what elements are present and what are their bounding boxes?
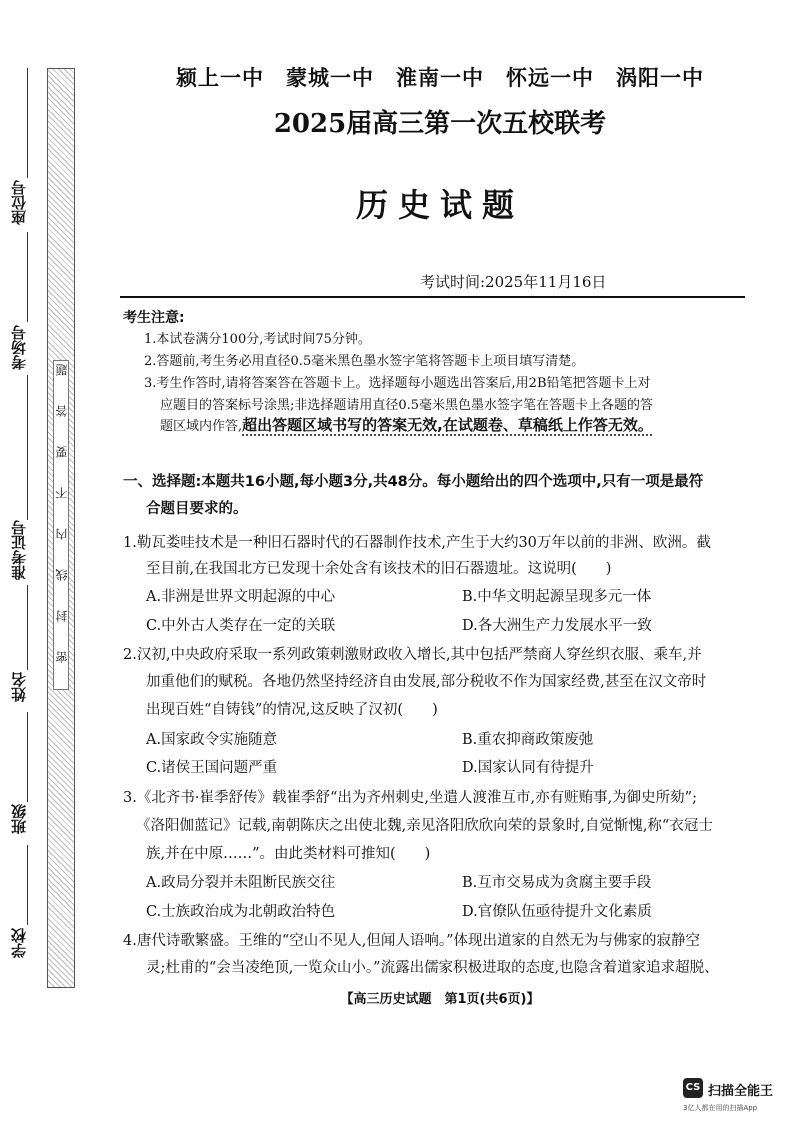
notice-item: 3.考生作答时,请将答案答在答题卡上。选择题每小题选出答案后,用2B铅笔把答题卡上对 (144, 376, 651, 391)
option-b: B.互市交易成为贪腐主要手段 (462, 875, 652, 891)
option-d: D.官僚队伍亟待提升文化素质 (462, 904, 652, 920)
seal-char: 封 (55, 610, 69, 622)
seat-line (27, 68, 28, 178)
option-d: D.国家认同有待提升 (462, 760, 594, 776)
seal-char: 线 (55, 569, 69, 581)
question-stem: 灵;杜甫的“会当凌绝顶,一览众山小。”流露出儒家积极进取的态度,也隐含着道家追求超脱、 (146, 960, 719, 976)
question-stem: 加重他们的赋税。各地仍然坚持经济自由发展,部分税收不作为国家经费,甚至在汉文帝时 (146, 674, 707, 690)
seal-char: 内 (55, 528, 69, 540)
notice-item-last (160, 417, 653, 435)
option-c: C.中外古人类存在一定的关联 (146, 618, 336, 634)
camscanner-tagline: 3亿人都在用的扫描App (683, 1104, 758, 1112)
section-heading: 一、选择题:本题共16小题,每小题3分,共48分。每小题给出的四个选项中,只有一项是最符 (123, 474, 704, 490)
notice-title: 考生注意: (123, 310, 185, 326)
school-label: 学校 (10, 928, 28, 958)
name-line (27, 585, 28, 670)
seal-char: 要 (55, 446, 69, 458)
seal-char: 不 (55, 487, 69, 499)
school-line (27, 845, 28, 925)
notice-emphasis: 超出答题区域书写的答案无效,在试题卷、草稿纸上作答无效。 (242, 416, 653, 434)
option-a: A.政局分裂并未阻断民族交往 (146, 875, 336, 891)
option-c: C.士族政治成为北朝政治特色 (146, 904, 336, 920)
school-names: 颍上一中 蒙城一中 淮南一中 怀远一中 涡阳一中 (176, 66, 704, 90)
class-line (27, 712, 28, 802)
id-line (27, 375, 28, 520)
admission-number-label: 准考证号 (10, 520, 28, 580)
option-b: B.重农抑商政策废弛 (462, 732, 594, 748)
seal-char: 题 (55, 364, 69, 376)
seat-number-label: 座位号 (10, 180, 28, 225)
question-stem: 1.勒瓦娄哇技术是一种旧石器时代的石器制作技术,产生于大约30万年以前的非洲、欧洲。截 (123, 535, 711, 551)
exam-room-label: 考场号 (10, 325, 28, 370)
camscanner-name: 扫描全能王 (708, 1084, 774, 1099)
name-label: 姓名 (10, 672, 28, 702)
question-stem: 4.唐代诗歌繁盛。王维的“空山不见人,但闻人语响。”体现出道家的自然无为与佛家的寂静空 (123, 933, 701, 949)
section-heading-cont: 合题目要求的。 (146, 501, 248, 517)
option-d: D.各大洲生产力发展水平一致 (462, 618, 652, 634)
notice-item: 1.本试卷满分100分,考试时间75分钟。 (144, 332, 371, 347)
option-a: A.非洲是世界文明起源的中心 (146, 589, 336, 605)
option-b: B.中华文明起源呈现多元一体 (462, 589, 652, 605)
notice-item: 应题目的答案标号涂黑;非选择题请用直径0.5毫米黑色墨水签字笔在答题卡上各题的答 (160, 398, 654, 413)
question-stem: 《洛阳伽蓝记》记载,南朝陈庆之出使北魏,亲见洛阳欣欣向荣的景象时,自觉惭愧,称“衣冠士 (136, 818, 713, 834)
notice-text: 题区域内作答, (160, 419, 243, 434)
seal-char: 密 (55, 651, 69, 663)
camscanner-logo-icon: CS (683, 1078, 703, 1098)
subject-title: 历史试题 (355, 186, 524, 224)
question-stem: 3.《北齐书·崔季舒传》载崔季舒“出为齐州刺史,坐遣人渡淮互市,亦有赃贿事,为御史所劾”; (123, 790, 697, 806)
exam-title: 2025届高三第一次五校联考 (273, 109, 607, 139)
class-label: 班级 (10, 804, 28, 834)
header-rule (120, 296, 745, 298)
room-line (27, 232, 28, 322)
notice-item: 2.答题前,考生务必用直径0.5毫米黑色墨水签字笔将答题卡上项目填写清楚。 (144, 354, 585, 369)
seal-char: 答 (55, 405, 69, 417)
option-c: C.诸侯王国问题严重 (146, 760, 278, 776)
question-stem: 至目前,在我国北方已发现十余处含有该技术的旧石器遗址。这说明( ) (146, 561, 612, 577)
page-footer: 【高三历史试题 第1页(共6页)】 (340, 992, 540, 1007)
question-stem: 2.汉初,中央政府采取一系列政策刺激财政收入增长,其中包括严禁商人穿丝织衣服、乘车,并 (123, 647, 702, 663)
option-a: A.国家政令实施随意 (146, 732, 278, 748)
question-stem: 族,并在中原……”。由此类材料可推知( ) (146, 846, 431, 862)
exam-time: 考试时间:2025年11月16日 (420, 273, 607, 291)
question-stem: 出现百姓“自铸钱”的情况,这反映了汉初( ) (146, 702, 438, 718)
